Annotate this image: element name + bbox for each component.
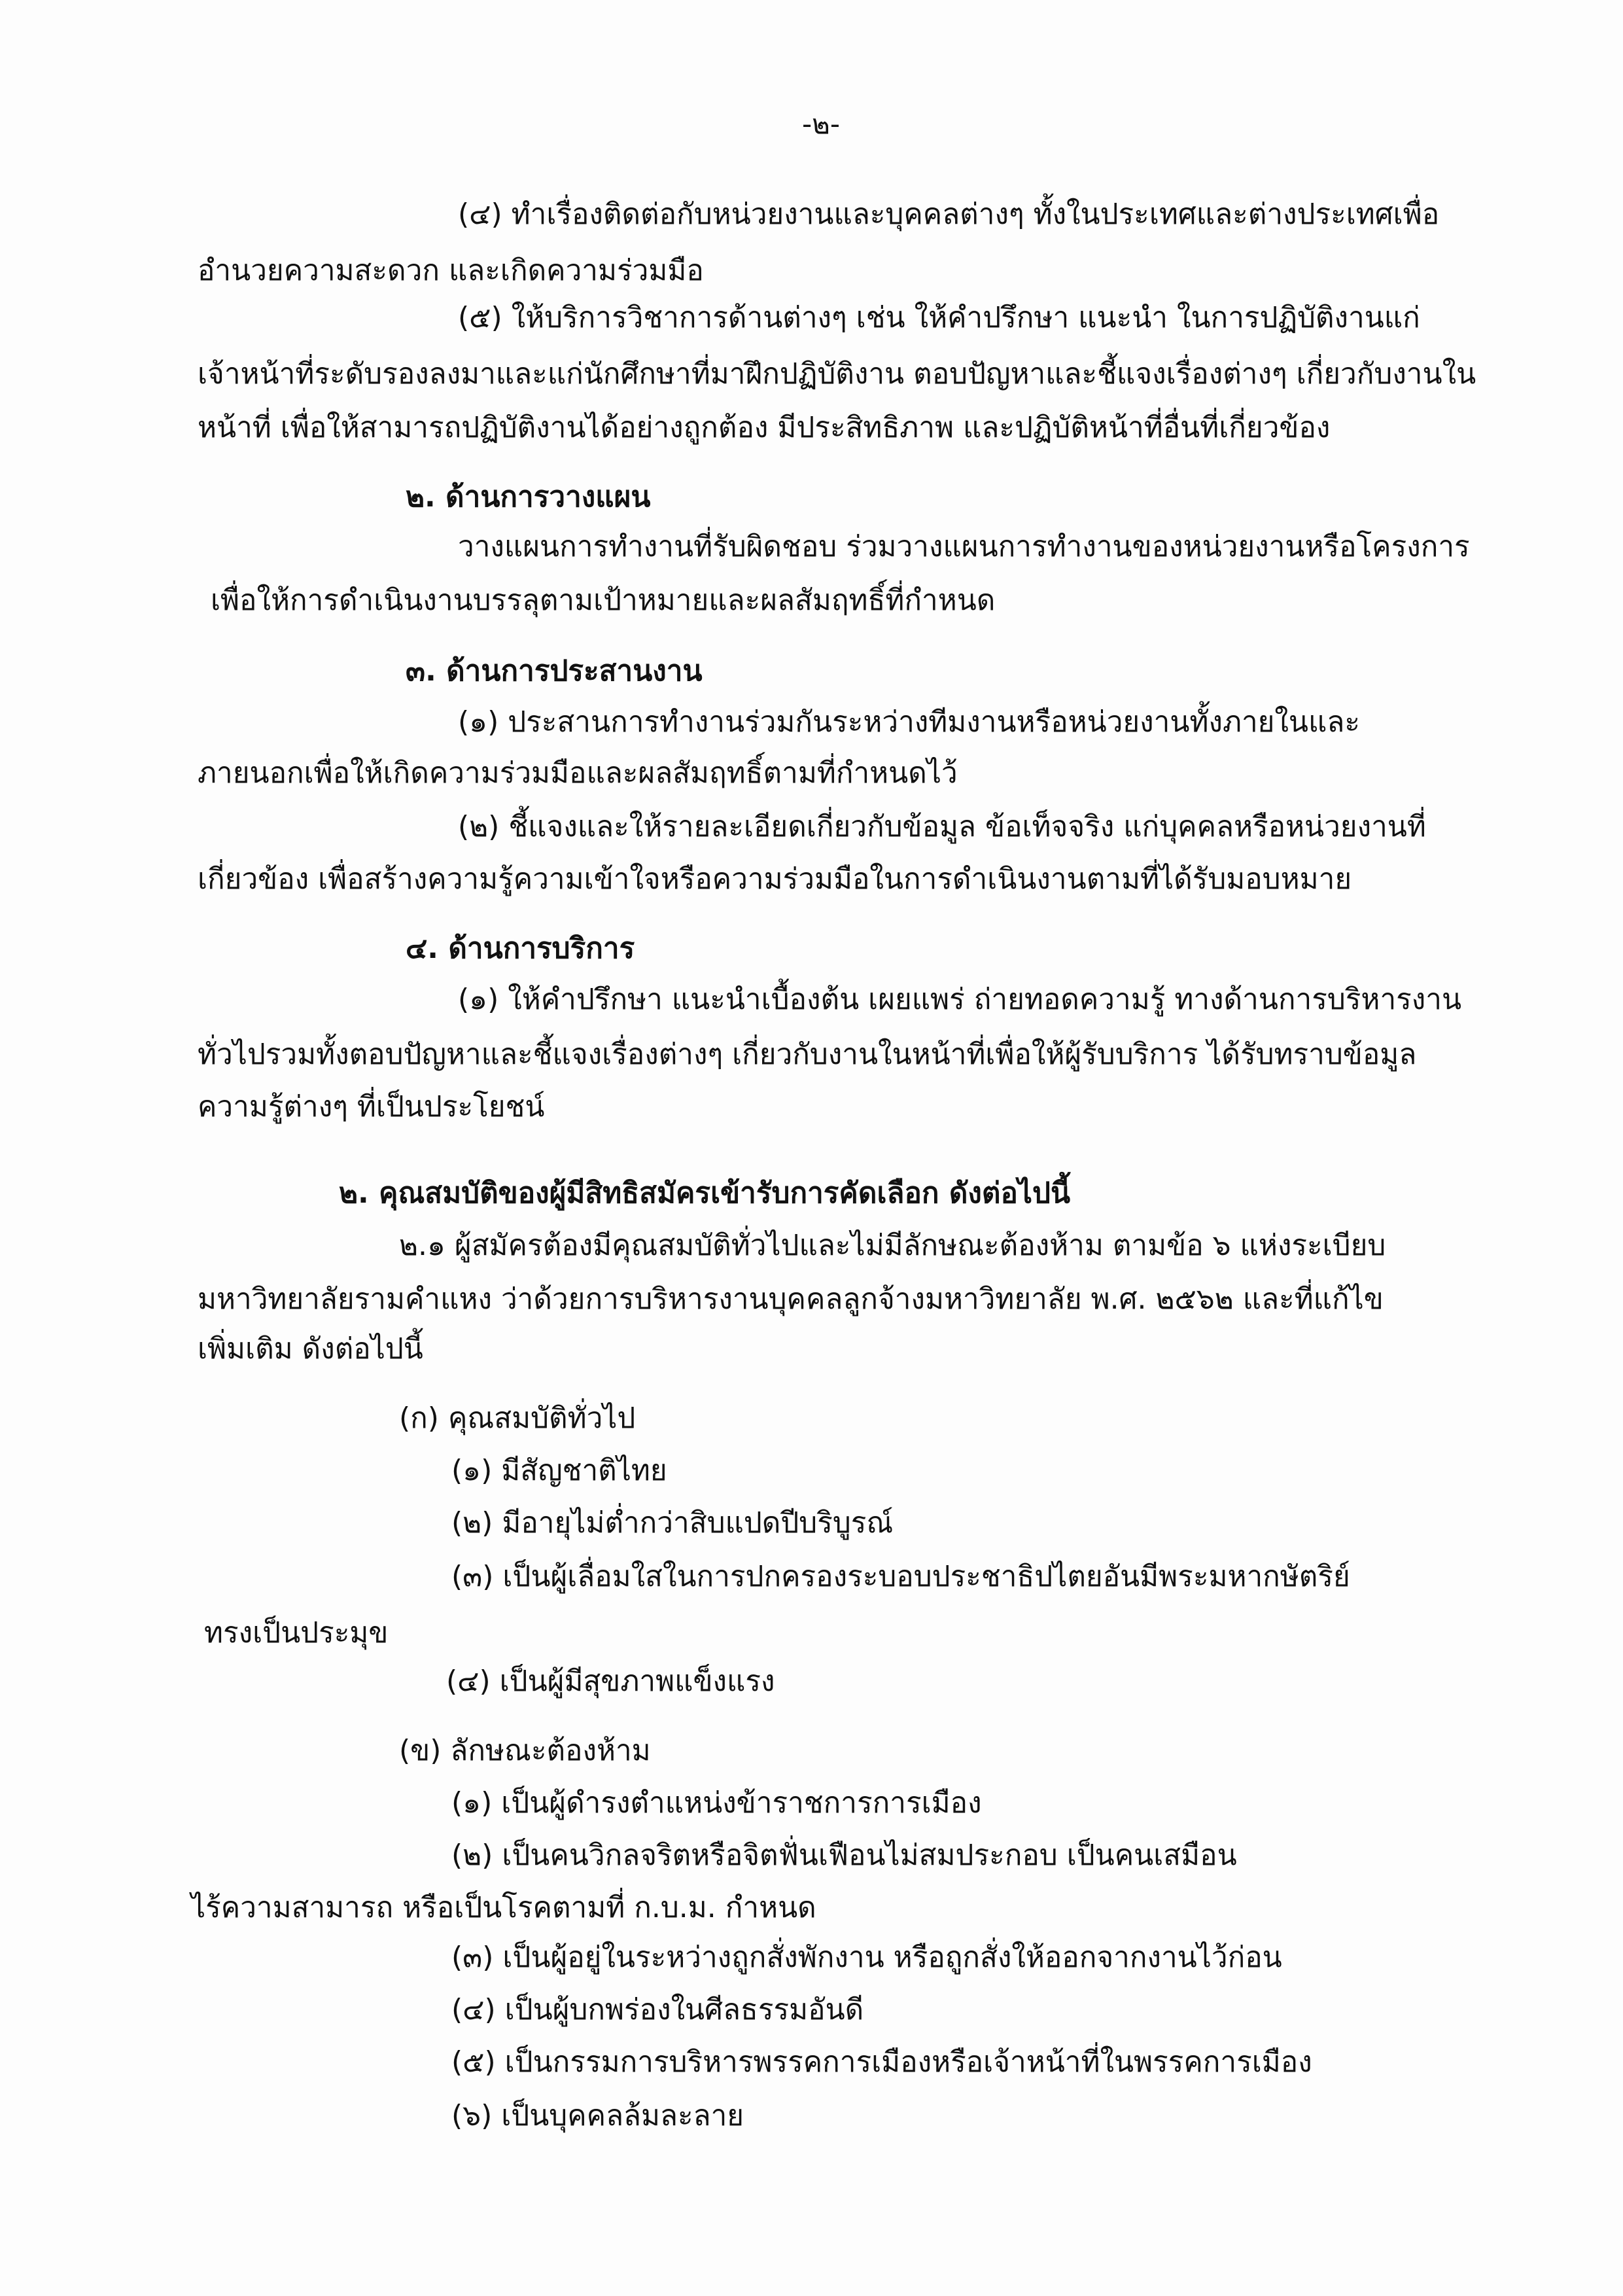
coordination-1-line-2: ภายนอกเพื่อให้เกิดความร่วมมือและผลสัมฤทธิ์ตามที่กำหนดไว้	[198, 756, 958, 790]
coordination-2-line-2: เกี่ยวข้อง เพื่อสร้างความรู้ความเข้าใจหรือความร่วมมือในการดำเนินงานตามที่ได้รับมอบหมาย	[198, 862, 1352, 896]
qualification-2-1-line-1: ๒.๑ ผู้สมัครต้องมีคุณสมบัติทั่วไปและไม่มีลักษณะต้องห้าม ตามข้อ ๖ แห่งระเบียบ	[399, 1229, 1386, 1262]
page-number: -๒-	[802, 108, 840, 140]
service-1-line-3: ความรู้ต่างๆ ที่เป็นประโยชน์	[198, 1090, 545, 1123]
coordination-1-line-1: (๑) ประสานการทำงานร่วมกันระหว่างทีมงานหรือหน่วยงานทั้งภายในและ	[458, 705, 1360, 739]
section-planning-heading: ๒. ด้านการวางแผน	[406, 480, 651, 514]
prohibited-6: (๖) เป็นบุคคลล้มละลาย	[451, 2099, 744, 2132]
prohibited-4: (๔) เป็นผู้บกพร่องในศีลธรรมอันดี	[451, 1993, 864, 2026]
qualification-2-1-line-3: เพิ่มเติม ดังต่อไปนี้	[198, 1332, 423, 1366]
duty-1-5-line-1: (๕) ให้บริการวิชาการด้านต่างๆ เช่น ให้คำปรึกษา แนะนำ ในการปฏิบัติงานแก่	[458, 301, 1420, 334]
general-qualification-4: (๔) เป็นผู้มีสุขภาพแข็งแรง	[446, 1665, 775, 1698]
prohibited-2-line-2: ไร้ความสามารถ หรือเป็นโรคตามที่ ก.บ.ม. กำหนด	[191, 1891, 816, 1924]
prohibited-1: (๑) เป็นผู้ดำรงตำแหน่งข้าราชการการเมือง	[451, 1786, 982, 1820]
general-qualification-3-line-1: (๓) เป็นผู้เลื่อมใสในการปกครองระบอบประชาธิปไตยอันมีพระมหากษัตริย์	[451, 1560, 1350, 1593]
prohibited-3: (๓) เป็นผู้อยู่ในระหว่างถูกสั่งพักงาน หรือถูกสั่งให้ออกจากงานไว้ก่อน	[451, 1941, 1282, 1974]
service-1-line-2: ทั่วไปรวมทั้งตอบปัญหาและชี้แจงเรื่องต่างๆ เกี่ยวกับงานในหน้าที่เพื่อให้ผู้รับบริการ ได้รับทราบข้อมูล	[198, 1038, 1417, 1071]
planning-line-2: เพื่อให้การดำเนินงานบรรลุตามเป้าหมายและผลสัมฤทธิ์ที่กำหนด	[211, 584, 996, 617]
duty-1-5-line-2: เจ้าหน้าที่ระดับรองลงมาและแก่นักศึกษาที่มาฝึกปฏิบัติงาน ตอบปัญหาและชี้แจงเรื่องต่างๆ เกี่ยวกับงานใน	[198, 357, 1476, 391]
general-qualifications-heading: (ก) คุณสมบัติทั่วไป	[399, 1402, 636, 1435]
prohibited-2-line-1: (๒) เป็นคนวิกลจริตหรือจิตฟั่นเฟือนไม่สมประกอบ เป็นคนเสมือน	[451, 1839, 1237, 1872]
general-qualification-2: (๒) มีอายุไม่ต่ำกว่าสิบแปดปีบริบูรณ์	[451, 1506, 894, 1540]
duty-1-4-line-2: อำนวยความสะดวก และเกิดความร่วมมือ	[198, 254, 704, 287]
duty-1-5-line-3: หน้าที่ เพื่อให้สามารถปฏิบัติงานได้อย่างถูกต้อง มีประสิทธิภาพ และปฏิบัติหน้าที่อื่นที่เกี่ยวข้อง	[198, 411, 1331, 444]
service-1-line-1: (๑) ให้คำปรึกษา แนะนำเบื้องต้น เผยแพร่ ถ่ายทอดความรู้ ทางด้านการบริหารงาน	[458, 983, 1462, 1016]
prohibited-characteristics-heading: (ข) ลักษณะต้องห้าม	[399, 1734, 651, 1767]
coordination-2-line-1: (๒) ชี้แจงและให้รายละเอียดเกี่ยวกับข้อมูล ข้อเท็จจริง แก่บุคคลหรือหน่วยงานที่	[458, 810, 1426, 843]
general-qualification-3-line-2: ทรงเป็นประมุข	[204, 1616, 389, 1650]
section-coordination-heading: ๓. ด้านการประสานงาน	[406, 654, 703, 688]
section-service-heading: ๔. ด้านการบริการ	[406, 932, 635, 965]
qualifications-heading: ๒. คุณสมบัติของผู้มีสิทธิสมัครเข้ารับการคัดเลือก ดังต่อไปนี้	[339, 1176, 1071, 1210]
planning-line-1: วางแผนการทำงานที่รับผิดชอบ ร่วมวางแผนการทำงานของหน่วยงานหรือโครงการ	[458, 530, 1470, 563]
duty-1-4-line-1: (๔) ทำเรื่องติดต่อกับหน่วยงานและบุคคลต่างๆ ทั้งในประเทศและต่างประเทศเพื่อ	[458, 198, 1440, 231]
qualification-2-1-line-2: มหาวิทยาลัยรามคำแหง ว่าด้วยการบริหารงานบุคคลลูกจ้างมหาวิทยาลัย พ.ศ. ๒๕๖๒ และที่แก้ไข	[198, 1282, 1384, 1316]
prohibited-5: (๕) เป็นกรรมการบริหารพรรคการเมืองหรือเจ้าหน้าที่ในพรรคการเมือง	[451, 2045, 1312, 2079]
general-qualification-1: (๑) มีสัญชาติไทย	[451, 1454, 667, 1487]
